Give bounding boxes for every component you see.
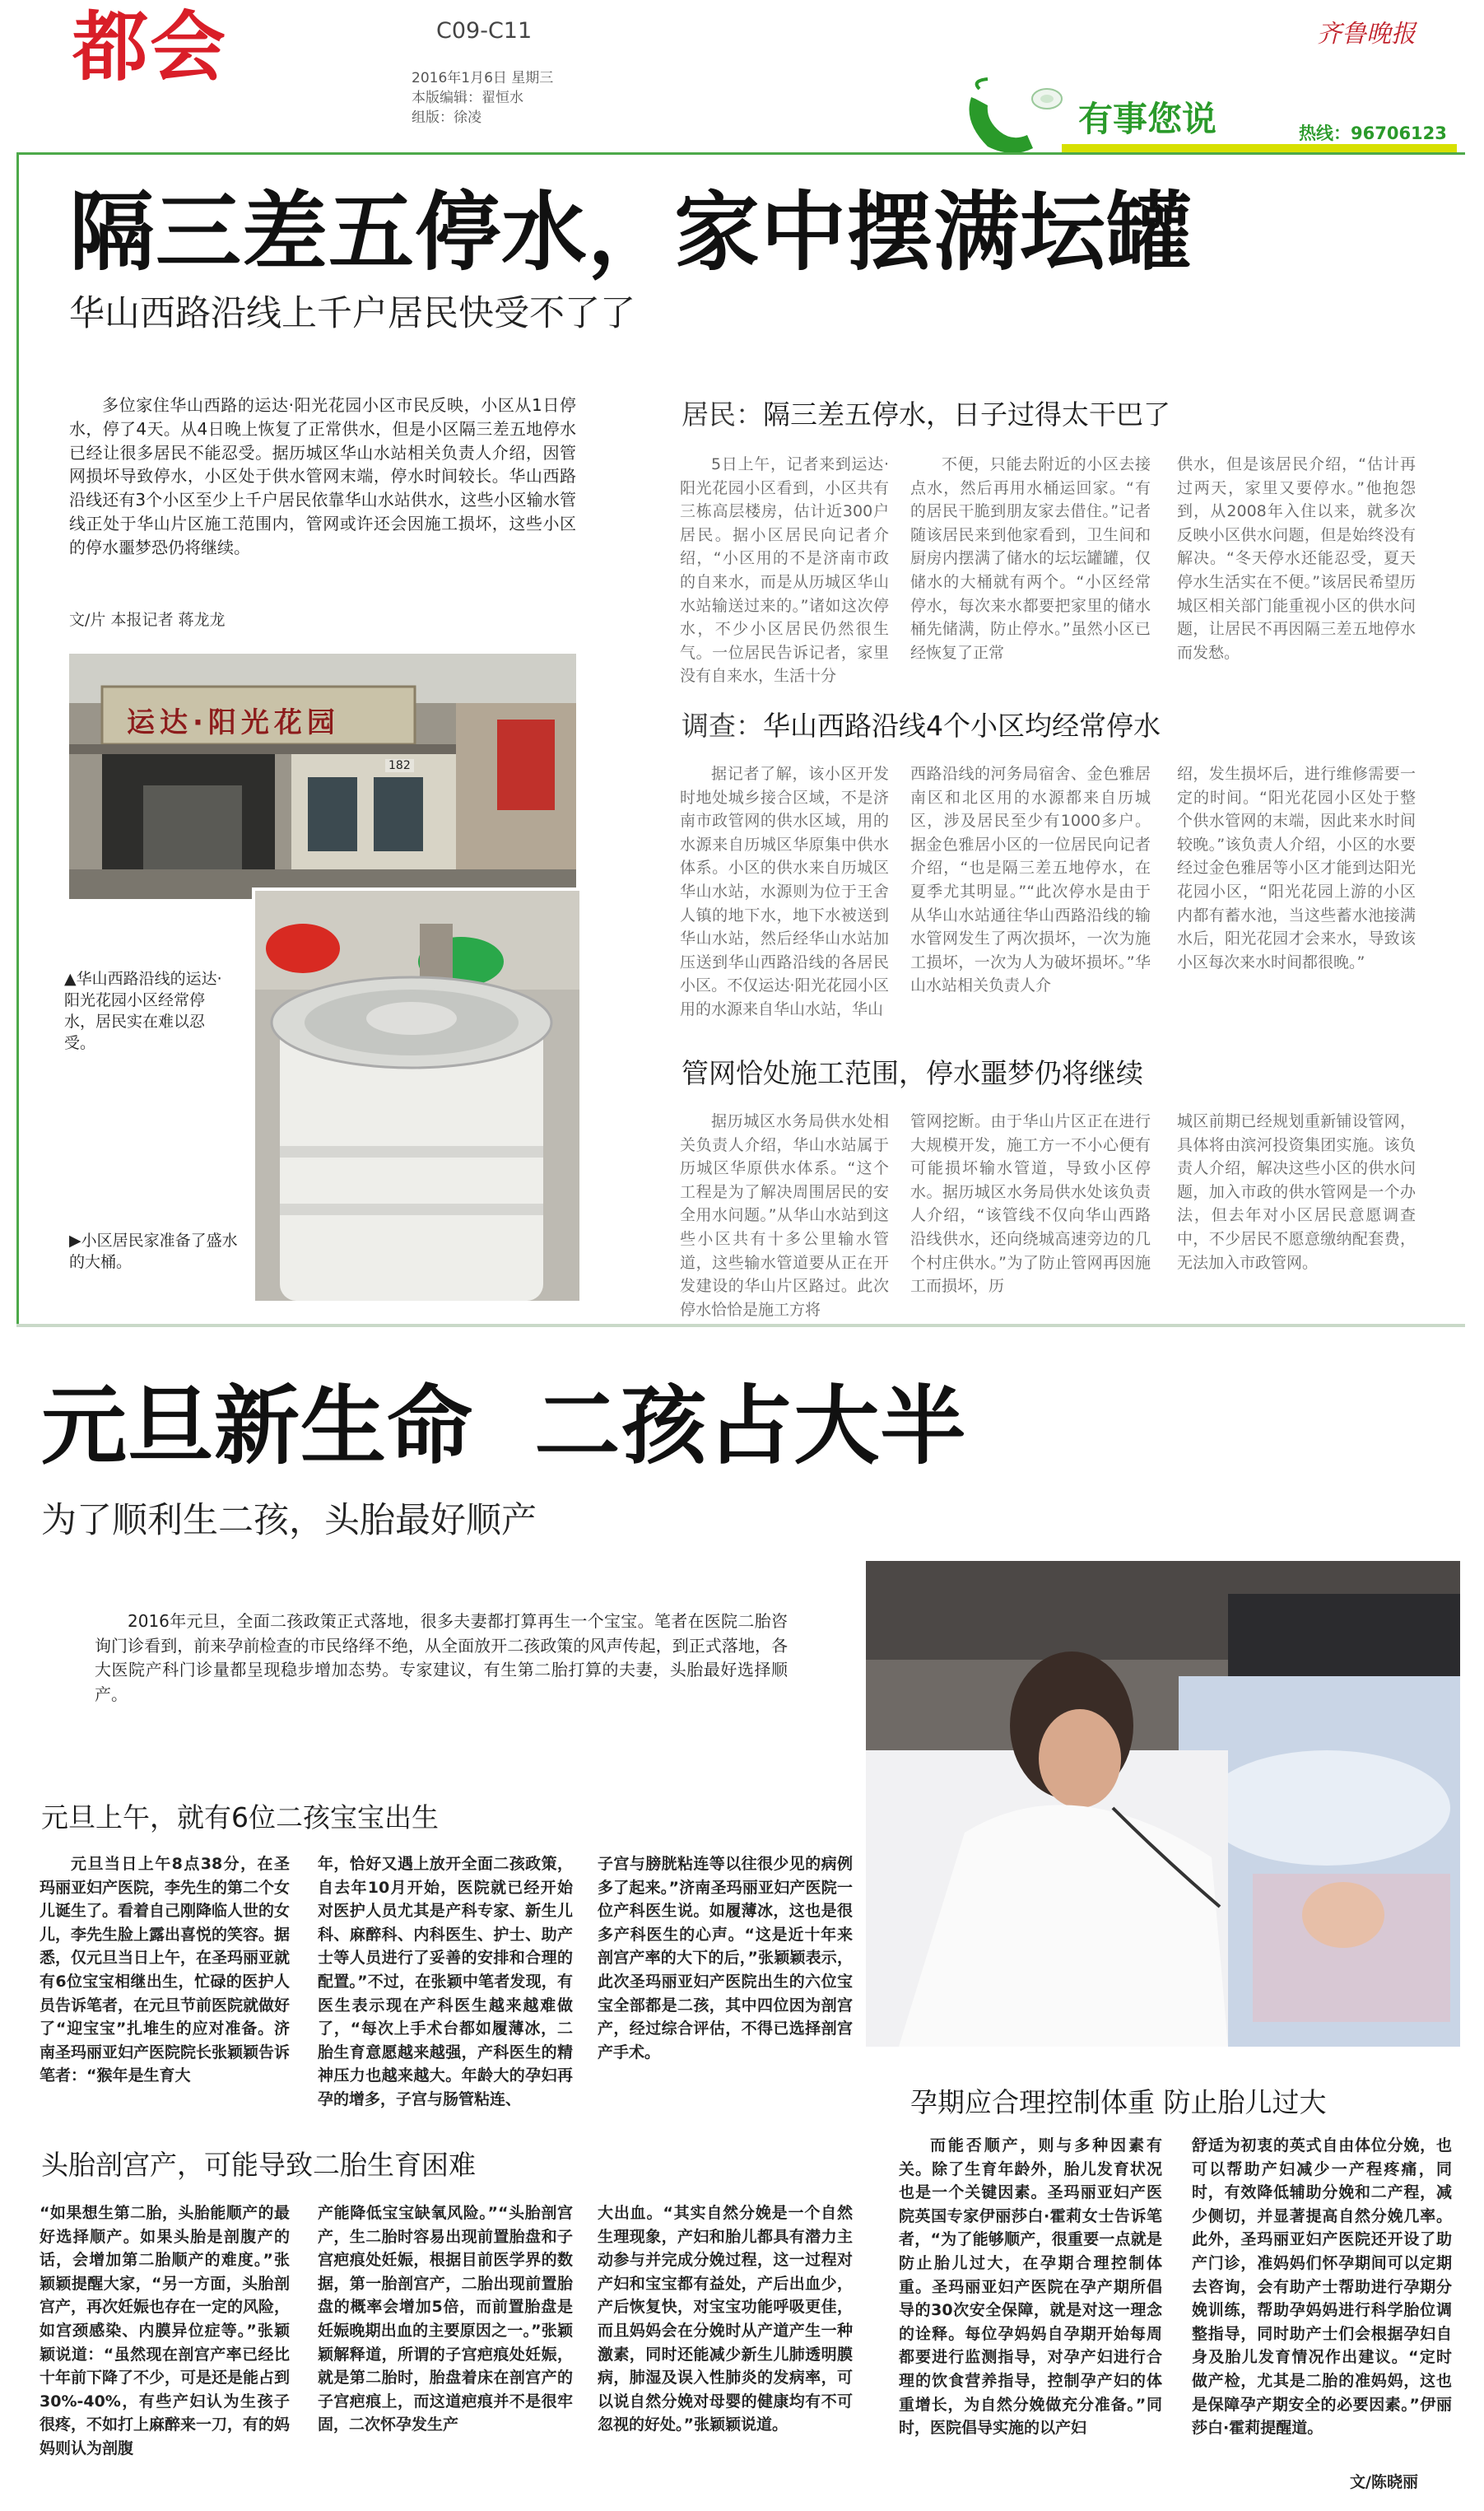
subhead-text: 头胎剖宫产，可能导致二胎生育困难: [41, 2149, 476, 2181]
story2-subhead-newyear: [41, 1796, 439, 1835]
hotline-number: 热线：96706123: [1299, 123, 1447, 143]
col-text: 据记者了解，该小区开发时地处城乡接合区域，不是济南市政管网的供水区域，用的水源来自历城区华原集中供水体系。小区的供水来自历城区华山水站，水源则为位于王舍人镇的地下水，地下水被送到华山水站，然后经华山水站加压送到华山西路沿线的各居民小区。不仅运达·阳光花园小区用的水源来自华山水站，华山: [680, 765, 889, 1018]
photo-complex-gate: [69, 654, 576, 899]
story1-byline: 文/片 本报记者 蒋龙龙: [69, 611, 226, 629]
date-line: 2016年1月6日 星期三: [412, 70, 554, 86]
col-text: 大出血。“其实自然分娩是一个自然生理现象，产妇和胎儿都具有潜力主动参与并完成分娩过程，这一过程对产妇和宝宝都有益处，产后出血少，产后恢复快，对宝宝功能呼吸更佳，而且妈妈会在分娩时从产道产生一种激素，同时还能减少新生儿肺透明膜病，肺湿及误入性肺炎的发病率，可以说自然分娩对母婴的健康均有不可忽视的好处。”张颖颖说道。: [598, 2204, 853, 2434]
gate-number-plate: 182: [385, 759, 414, 772]
story1-sub3-col2: [910, 1110, 1151, 1309]
story2-sub1-col1: [40, 1852, 290, 2159]
col-text: 子宫与膀胱粘连等以往很少见的病例多了起来。”济南圣玛丽亚妇产医院一位产科医生说。如履薄冰，这也是很多产科医生的心声。“这是近十年来剖宫产率的大下的后，”张颖颖表示，此次圣玛丽亚妇产医院出生的六位宝宝全部都是二孩，其中四位因为剖宫产，经过综合评估，不得已选择剖宫产手术。: [598, 1855, 853, 2061]
story2-subheadline: 为了顺利生二孩，头胎最好顺产: [41, 1500, 537, 1541]
story1-sub2-col2: [910, 762, 1151, 1026]
left-rule: [16, 152, 19, 1325]
col-text: 不便，只能去附近的小区去接点水，然后再用水桶运回家。“有的居民干脆到朋友家去借住。”记者随该居民来到他家看到，卫生间和厨房内摆满了储水的坛坛罐罐，仅储水的大桶就有两个。“小区经常停水，每次来水都要把家里的储水桶先储满，防止停水。”虽然小区已经恢复了正常: [910, 455, 1151, 662]
col-text: 城区前期已经规划重新铺设管网，具体将由滨河投资集团实施。该负责人介绍，解决这些小区的供水问题，加入市政的供水管网是一个办法，但去年对小区居民意愿调查中，不少居民不愿意缴纳配套费，无法加入市政管网。: [1177, 1112, 1416, 1272]
story-separator: [16, 1324, 1465, 1327]
story1-subhead-pipes: [682, 1052, 1143, 1091]
caption-barrel: ▶小区居民家准备了盛水的大桶。: [69, 1232, 238, 1271]
story2-lead: [95, 1610, 788, 1735]
col-text: 而能否顺产，则与多种因素有关。除了生育年龄外，胎儿发育状况也是一个关键因素。圣玛丽亚妇产医院英国专家伊丽莎白·霍莉女士告诉笔者，“为了能够顺产，很重要一点就是防止胎儿过大，在孕期合理控制体重。圣玛丽亚妇产医院在孕产期所倡导的30次安全保障，就是对这一理念的诠释。每位孕妈妈自孕期开始每周都要进行监测指导，对孕产妇进行合理的饮食营养指导，控制孕产妇的体重增长，为自然分娩做充分准备。”同时，医院倡导实施的以产妇: [899, 2136, 1162, 2438]
col-text: 舒适为初衷的英式自由体位分娩，也可以帮助产妇减少一产程疼痛，同时，有效降低辅助分娩和二产程，减少侧切，并显著提高自然分娩几率。此外，圣玛丽亚妇产医院还开设了助产门诊，准妈妈们怀孕期间可以定期去咨询，会有助产士帮助进行孕期分娩训练，帮助孕妈妈进行科学胎位调整指导，同时助产士们会根据孕妇自身及胎儿发育情况作出建议。“定时做产检，尤其是二胎的准妈妈，这也是保障孕产期安全的必要因素。”伊丽莎白·霍莉提醒道。: [1192, 2136, 1452, 2438]
photo-newborn-exam: [866, 1561, 1460, 2047]
col-text: 元旦当日上午8点38分，在圣玛丽亚妇产医院，李先生的第二个女儿诞生了。看着自己刚降临人世的女儿，李先生脸上露出喜悦的笑容。据悉，仅元旦当日上午，在圣玛丽亚就有6位宝宝相继出生，忙碌的医护人员告诉笔者，在元旦节前医院就做好了“迎宝宝”扎堆生的应对准备。济南圣玛丽亚妇产医院院长张颖颖告诉笔者：“猴年是生育大: [40, 1855, 291, 2085]
story1-sub3-col1: [680, 1110, 889, 1319]
story1-sub1-col3: [1177, 453, 1416, 669]
story2-sub2-col3: [598, 2201, 853, 2490]
story1-lead-text: 多位家住华山西路的运达·阳光花园小区市民反映，小区从1日停水，停了4天。从4日晚上恢复了正常供水，但是小区隔三差五地停水已经让很多居民不能忍受。据历城区华山水站相关负责人介绍，因管网损坏导致停水，小区处于供水管网末端，停水时间较长。华山西路沿线还有3个小区至少上千户居民依靠华山水站供水，这些小区输水管线正处于华山片区施工范围内，管网或许还会因施工损坏，这些小区的停水噩梦恐仍将继续。: [69, 395, 576, 557]
subhead-text: 隔三差五停水，日子过得太干巴了: [763, 398, 1170, 431]
subhead-text: 管网恰处施工范围，停水噩梦仍将继续: [682, 1057, 1143, 1089]
story2-subhead-weight: [910, 2081, 1327, 2120]
story2-sub1-col3: [598, 1852, 853, 2159]
story2-sub3-col1: [899, 2134, 1162, 2490]
top-rule: [16, 152, 1465, 155]
col-text: 产能降低宝宝缺氧风险。”“头胎剖宫产，生二胎时容易出现前置胎盘和子宫疤痕处妊娠，根据目前医学界的数据，第一胎剖宫产，二胎出现前置胎盘的概率会增加5倍，而前置胎盘是妊娠晚期出血的主要原因之一。”张颖颖解释道，所谓的子宫疤痕处妊娠，就是第二胎时，胎盘着床在剖宫产的子宫疤痕上，而这道疤痕并不是很牢固，二次怀孕发生产: [318, 2204, 573, 2434]
story1-subhead-investigation: [682, 705, 1161, 743]
story2-sub2-col1: [40, 2201, 290, 2490]
story1-headline: 隔三差五停水，家中摆满坛罐: [69, 182, 1193, 282]
caption-gate: ▲华山西路沿线的运达·阳光花园小区经常停水，居民实在难以忍受。: [64, 970, 222, 1052]
design-line: 组版：徐凌: [412, 109, 481, 126]
photo-water-barrel: [252, 887, 576, 1297]
story1-sub3-col3: [1177, 1110, 1416, 1309]
story2-sub3-col2: [1192, 2134, 1452, 2467]
hotline-bar: [1062, 144, 1457, 152]
story1-sub2-col1: [680, 762, 889, 1026]
editor-line: 本版编辑：翟恒水: [412, 90, 523, 106]
subhead-key: 居民：: [682, 398, 763, 431]
section-logo: 都会: [72, 3, 228, 91]
subhead-text: 华山西路沿线4个小区均经常停水: [763, 710, 1161, 742]
story2-sub2-col2: [318, 2201, 573, 2490]
story2-subhead-csection: [41, 2144, 476, 2183]
story1-sub1-col1: [680, 453, 889, 686]
subhead-text: 孕期应合理控制体重 防止胎儿过大: [910, 2086, 1327, 2118]
story2-sub1-col2: [318, 1852, 573, 2159]
story2-byline: 文/陈晓丽: [1350, 2473, 1418, 2491]
paper-name-logo: 齐鲁晚报: [1317, 20, 1416, 49]
story1-sub1-col2: [910, 453, 1151, 669]
story2-headline: 元旦新生命 二孩占大半: [41, 1376, 967, 1476]
col-text: 绍，发生损坏后，进行维修需要一定的时间。“阳光花园小区处于整个供水管网的末端，因此来水时间较晚。”该负责人介绍，小区的水要经过金色雅居等小区才能到达阳光花园小区，“阳光花园上游的小区内都有蓄水池，当这些蓄水池接满水后，阳光花园才会来水，导致该小区每次来水时间都很晚。”: [1177, 765, 1416, 971]
gate-sign-text: 运达·阳光花园: [127, 706, 340, 739]
story1-subheadline: 华山西路沿线上千户居民快受不了了: [69, 293, 635, 334]
story2-lead-text: 2016年元旦，全面二孩政策正式落地，很多夫妻都打算再生一个宝宝。笔者在医院二胎咨询门诊看到，前来孕前检查的市民络绎不绝，从全面放开二孩政策的风声传起，到正式落地，各大医院产科门诊量都呈现稳步增加态势。专家建议，有生第二胎打算的夫妻，头胎最好选择顺产。: [95, 1611, 788, 1704]
col-text: 据历城区水务局供水处相关负责人介绍，华山水站属于历城区华原供水体系。“这个工程是为了解决周围居民的安全用水问题。”从华山水站到这些小区共有十多公里输水管道，这些输水管道要从正在开发建设的华山片区路过。此次停水恰恰是施工方将: [680, 1112, 889, 1319]
phone-icon: [955, 72, 1070, 163]
subhead-key: 调查：: [682, 710, 763, 742]
col-text: 年，恰好又遇上放开全面二孩政策，自去年10月开始，医院就已经开始对医护人员尤其是产科专家、新生儿科、麻醉科、内科医生、护士、助产士等人员进行了妥善的安排和合理的配置。”不过，在张颖中笔者发现，有医生表示现在产科医生越来越难做了，“每次上手术台都如履薄冰，二胎生育意愿越来越强，产科医生的精神压力也越来越大。年龄大的孕妇再孕的增多，子宫与肠管粘连、: [318, 1855, 573, 2108]
col-text: 西路沿线的河务局宿舍、金色雅居南区和北区用的水源都来自历城区，涉及居民至少有1000多户。据金色雅居小区的一位居民向记者介绍，“也是隔三差五地停水，在夏季尤其明显。”“此次停水是由于从华山水站通往华山西路沿线的输水管网发生了两次损坏，一次为施工损坏，一次为人为破坏损坏。”华山水站相关负责人介: [910, 765, 1151, 995]
col-text: 供水，但是该居民介绍，“估计再过两天，家里又要停水。”他抱怨到，从2008年入住以来，就多次反映小区供水问题，但是始终没有解决。“冬天停水还能忍受，夏天停水生活实在不便。”该居民希望历城区相关部门能重视小区的供水问题，让居民不再因隔三差五地停水而发愁。: [1177, 455, 1416, 662]
col-text: 5日上午，记者来到运达·阳光花园小区看到，小区共有三栋高层楼房，估计近300户居民。据小区居民向记者介绍，“小区用的不是济南市政的自来水，而是从历城区华山水站输送过来的。”诸如这次停水，不少小区居民仍然很生气。一位居民告诉记者，家里没有自来水，生活十分: [680, 455, 889, 686]
page-code: C09-C11: [436, 18, 533, 44]
story1-subhead-residents: [682, 394, 1170, 432]
hotline-title: 有事您说: [1078, 99, 1217, 139]
col-text: 管网挖断。由于华山片区正在进行大规模开发，施工方一不小心便有可能损坏输水管道，导致小区停水。据历城区水务局供水处该负责人介绍，“该管线不仅向华山西路沿线供水，还向绕城高速旁边的几个村庄供水。”为了防止管网再因施工而损坏，历: [910, 1112, 1151, 1296]
story1-lead: [69, 394, 576, 591]
story1-sub2-col3: [1177, 762, 1416, 1026]
col-text: “如果想生第二胎，头胎能顺产的最好选择顺产。如果头胎是剖腹产的话，会增加第二胎顺产的难度。”张颖颖提醒大家，“另一方面，头胎剖宫产，再次妊娠也存在一定的风险，如宫颈感染、内膜异位症等。”张颖颖说道：“虽然现在剖宫产率已经比十年前下降了不少，可是还是能占到30%-40%，有些产妇认为生孩子很疼，不如打上麻醉来一刀，有的妈妈则认为剖腹: [40, 2204, 291, 2457]
subhead-text: 元旦上午，就有6位二孩宝宝出生: [41, 1801, 439, 1833]
